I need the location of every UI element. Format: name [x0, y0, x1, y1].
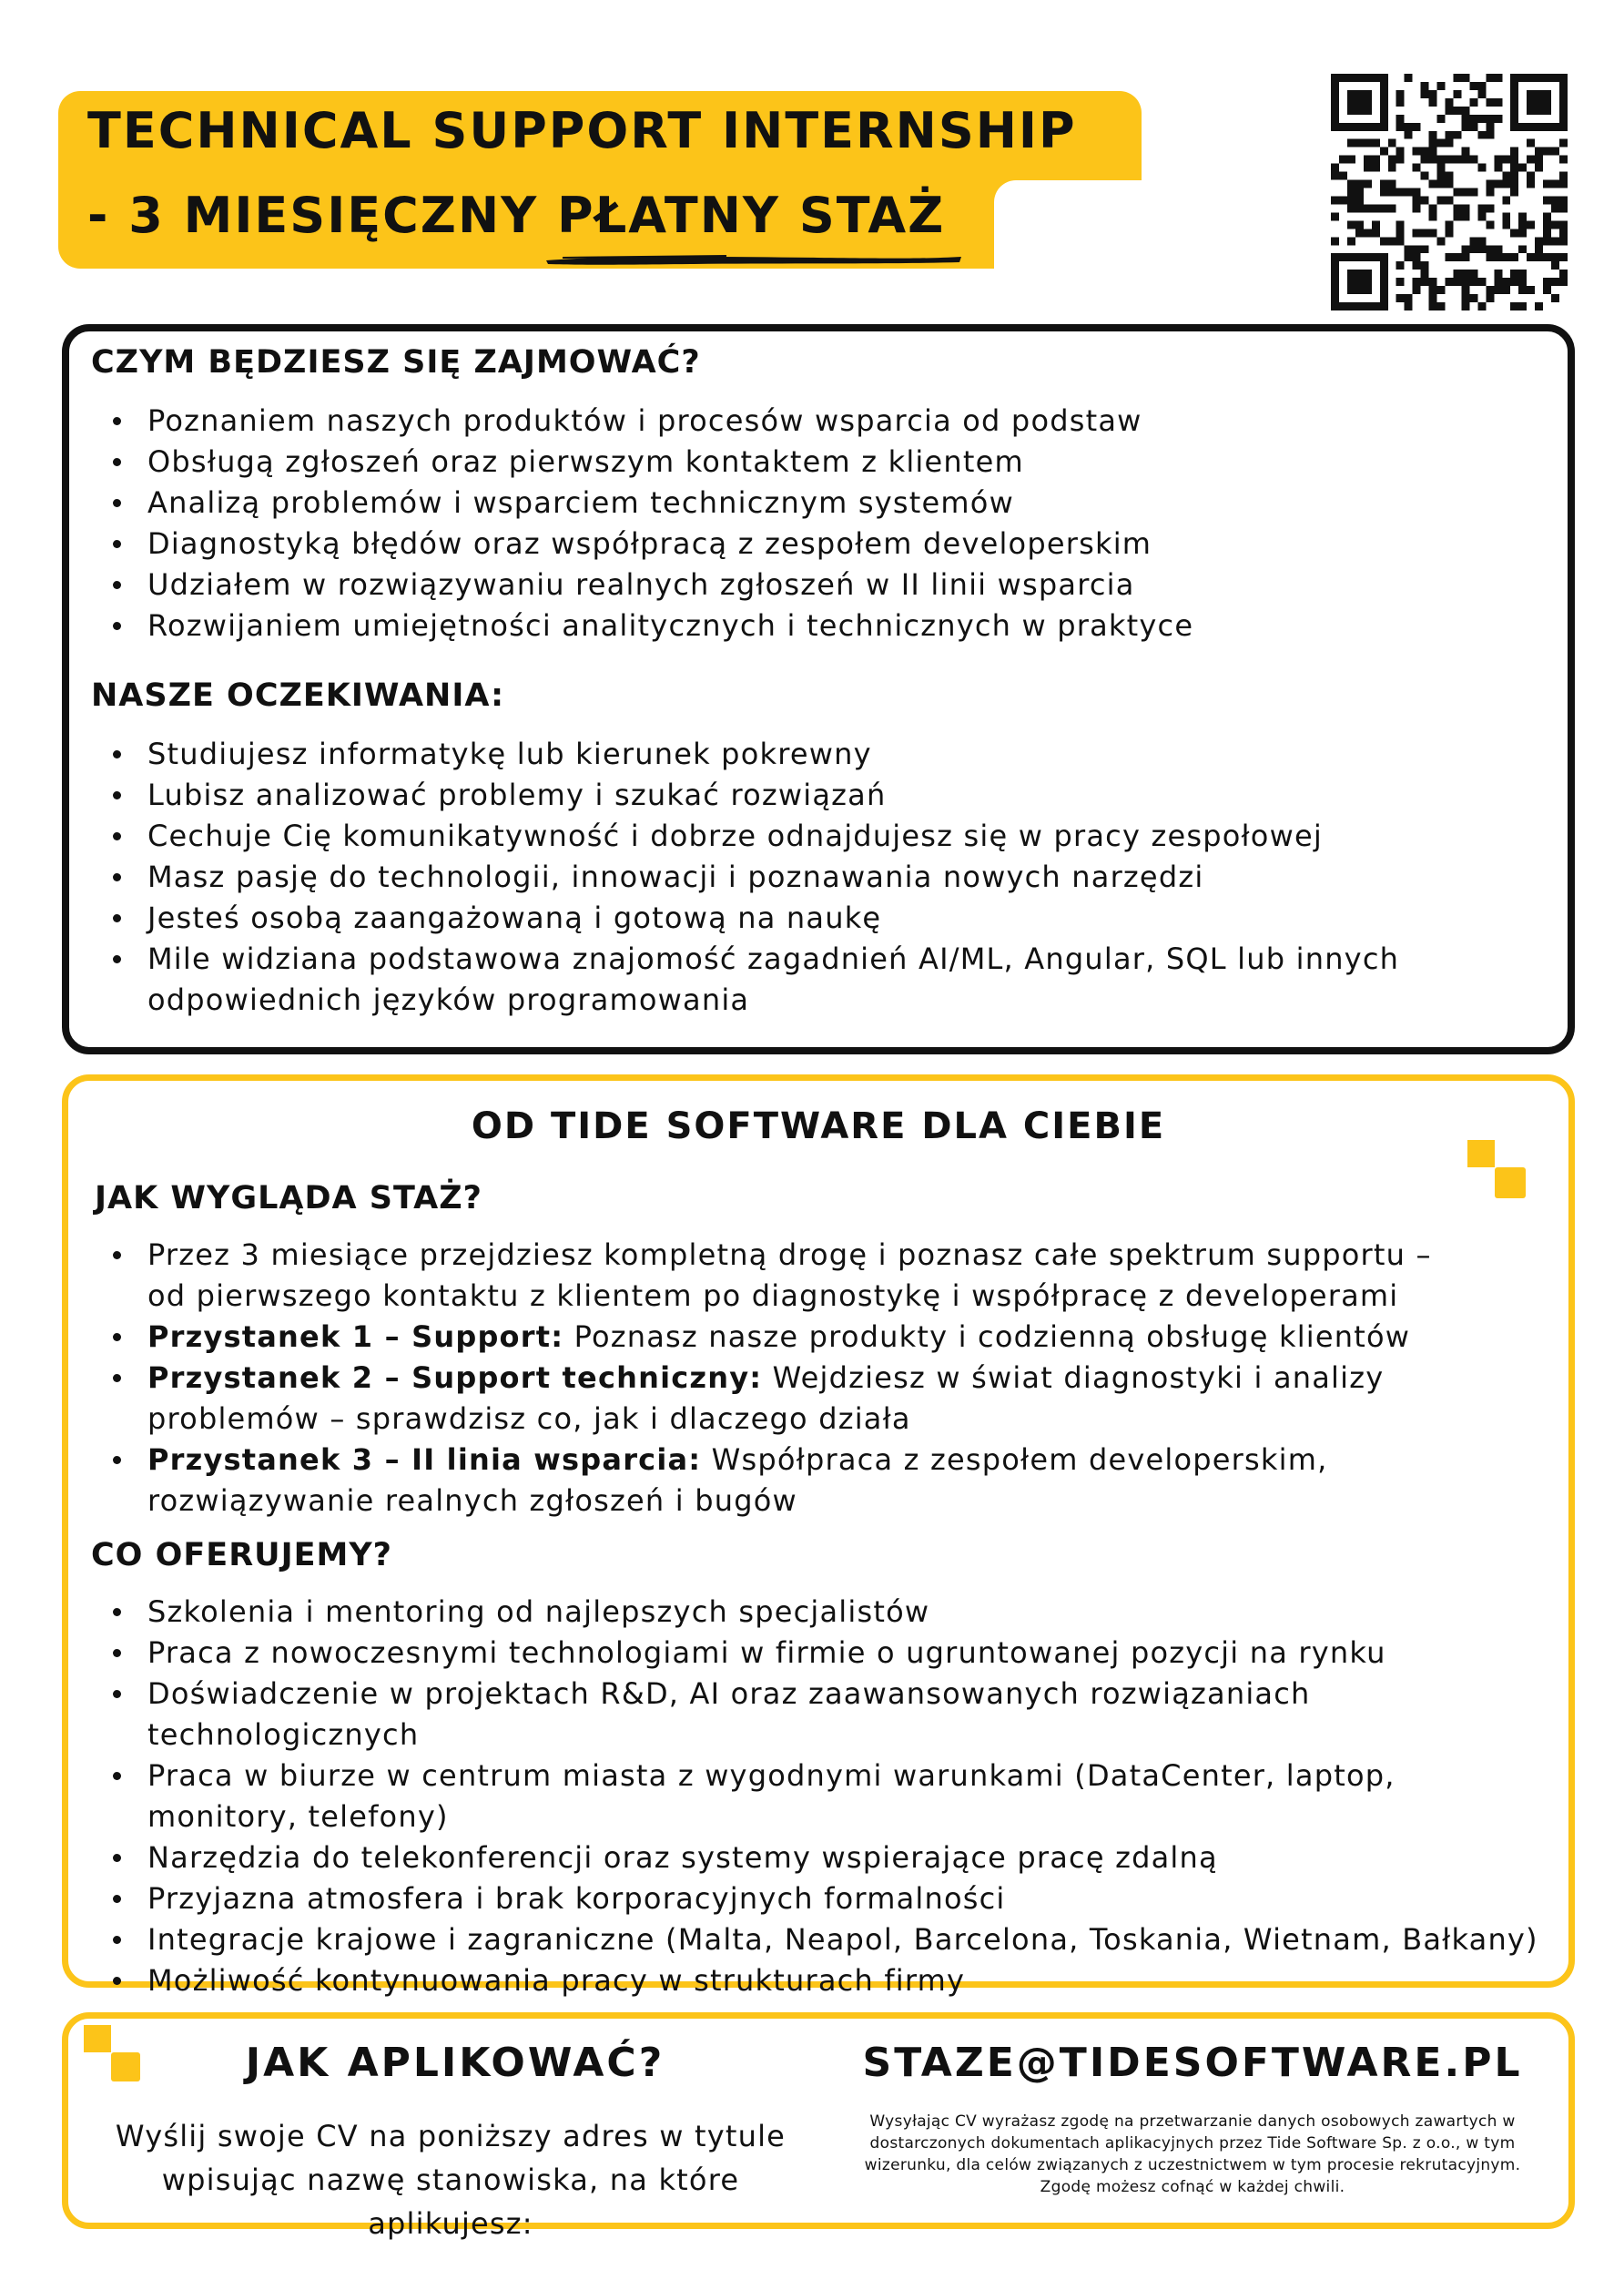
internship-title: JAK WYGLĄDA STAŻ?: [95, 1180, 482, 1216]
list-item-text: Przez 3 miesiące przejdziesz kompletną drogę i poznasz całe spektrum supportu – od pierwszego kontaktu z klientem po diagnostykę i współpracę z developerami: [147, 1237, 1432, 1313]
list-item-bold: Przystanek 2 – Support techniczny:: [147, 1360, 763, 1395]
list-item: Przyjazna atmosfera i brak korporacyjnych formalności: [91, 1878, 1548, 1919]
yellow-squares-icon: [84, 2025, 142, 2083]
list-item: Doświadczenie w projektach R&D, AI oraz zaawansowanych rozwiązaniach technologicznych: [91, 1674, 1548, 1756]
list-item: Praca z nowoczesnymi technologiami w firmie o ugruntowanej pozycji na rynku: [91, 1633, 1548, 1674]
list-item: Masz pasję do technologii, innowacji i poznawania nowych narzędzi: [91, 857, 1402, 898]
consent-note: Wysyłając CV wyrażasz zgodę na przetwarzanie danych osobowych zawartych w dostarczonych dokumentach aplikacyjnych przez Tide Software Sp. z o.o., w tym wizerunku, dla celów związanych z uczestnictwem w tym procesie rekrutacyjnym. Zgodę możesz cofnąć w każdej chwili.: [864, 2112, 1521, 2196]
list-item: Lubisz analizować problemy i szukać rozwiązań: [91, 775, 1402, 816]
benefits-list: [91, 1592, 1548, 2001]
list-item: [91, 1317, 1511, 1358]
list-item: Jesteś osobą zaangażowaną i gotową na naukę: [91, 898, 1402, 939]
list-item-bold: Przystanek 1 – Support:: [147, 1319, 564, 1354]
title-banner-notch: [994, 180, 1149, 271]
list-item: [91, 1235, 1511, 1317]
list-item-bold: Przystanek 3 – II linia wsparcia:: [147, 1442, 702, 1477]
list-item: Rozwijaniem umiejętności analitycznych i technicznych w praktyce: [91, 606, 1548, 646]
list-item: Narzędzia do telekonferencji oraz systemy wspierające pracę zdalną: [91, 1837, 1548, 1878]
list-item: Możliwość kontynuowania pracy w strukturach firmy: [91, 1960, 1548, 2001]
page-title-line-1: TECHNICAL SUPPORT INTERNSHIP: [87, 102, 1077, 159]
list-item-text: Poznasz nasze produkty i codzienną obsługę klientów: [563, 1319, 1411, 1354]
list-item: Udziałem w rozwiązywaniu realnych zgłoszeń w II linii wsparcia: [91, 565, 1548, 606]
responsibilities-list: [91, 401, 1548, 646]
internship-list: [91, 1235, 1511, 1522]
expectations-list: [91, 734, 1402, 1021]
list-item: Obsługą zgłoszeń oraz pierwszym kontaktem z klientem: [91, 442, 1548, 483]
apply-instructions: Wyślij swoje CV na poniższy adres w tytule wpisując nazwę stanowiska, na które aplikujesz:: [115, 2119, 787, 2241]
list-item: Analizą problemów i wsparciem technicznym systemów: [91, 483, 1548, 524]
brush-underline-icon: [544, 251, 963, 268]
email-link[interactable]: STAZE@TIDESOFTWARE.PL: [862, 2040, 1523, 2086]
list-item: Praca w biurze w centrum miasta z wygodnymi warunkami (DataCenter, laptop, monitory, telefony): [91, 1756, 1548, 1837]
list-item-text: Wejdziesz w świat diagnostyki i analizy problemów – sprawdzisz co, jak i dlaczego działa: [147, 1360, 1385, 1436]
yellow-squares-icon: [1467, 1140, 1528, 1200]
page-title-line-2: - 3 MIESIĘCZNY PŁATNY STAŻ: [87, 187, 946, 244]
list-item: [91, 1358, 1511, 1440]
list-item-text: Współpraca z zespołem developerskim, rozwiązywanie realnych zgłoszeń i bugów: [147, 1442, 1328, 1518]
list-item: Diagnostyką błędów oraz współpracą z zespołem developerskim: [91, 524, 1548, 565]
list-item: Integracje krajowe i zagraniczne (Malta, Neapol, Barcelona, Toskania, Wietnam, Bałkany): [91, 1919, 1548, 1960]
responsibilities-title: CZYM BĘDZIESZ SIĘ ZAJMOWAĆ?: [91, 344, 701, 381]
qr-code-icon[interactable]: [1331, 69, 1568, 315]
list-item: Cechuje Cię komunikatywność i dobrze odnajdujesz się w pracy zespołowej: [91, 816, 1402, 857]
offer-box-title: OD TIDE SOFTWARE DLA CIEBIE: [471, 1105, 1166, 1147]
list-item: [91, 1440, 1511, 1522]
benefits-title: CO OFERUJEMY?: [91, 1537, 392, 1573]
list-item: Szkolenia i mentoring od najlepszych specjalistów: [91, 1592, 1548, 1633]
list-item: Studiujesz informatykę lub kierunek pokrewny: [91, 734, 1402, 775]
expectations-title: NASZE OCZEKIWANIA:: [91, 677, 505, 714]
list-item: Mile widziana podstawowa znajomość zagadnień AI/ML, Angular, SQL lub innych odpowiednich języków programowania: [91, 939, 1402, 1021]
list-item: Poznaniem naszych produktów i procesów wsparcia od podstaw: [91, 401, 1548, 442]
apply-title: JAK APLIKOWAĆ?: [245, 2040, 665, 2086]
